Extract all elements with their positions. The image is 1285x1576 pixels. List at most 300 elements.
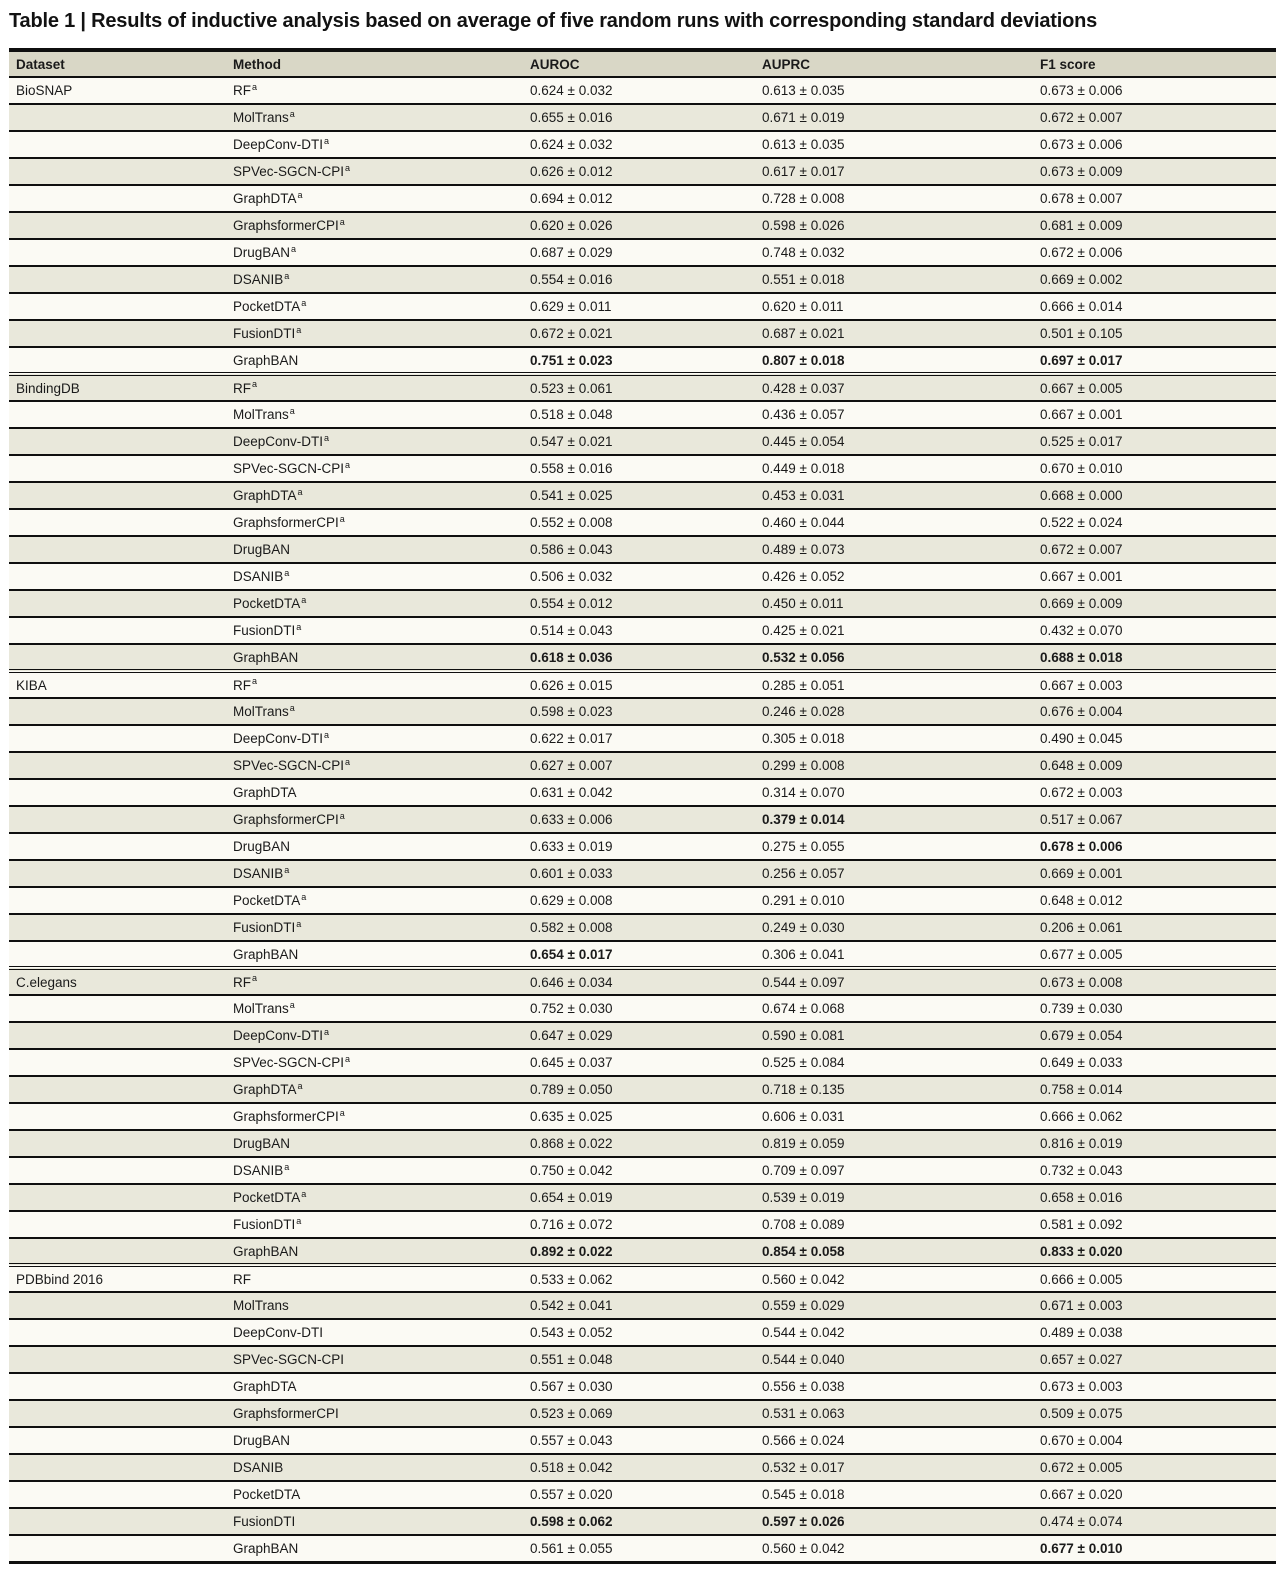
footnote-marker: a — [289, 405, 295, 416]
footnote-marker: a — [296, 621, 302, 632]
auroc-cell: 0.598 ± 0.023 — [514, 698, 749, 725]
auroc-cell: 0.672 ± 0.021 — [514, 320, 749, 347]
f1-cell: 0.669 ± 0.009 — [1029, 590, 1276, 617]
method-cell: GraphDTA$^a$ — [226, 482, 514, 509]
f1-cell: 0.677 ± 0.005 — [1029, 941, 1276, 968]
footnote-marker: a — [339, 216, 345, 227]
method-cell: DeepConv-DTI$^a$ — [226, 725, 514, 752]
dataset-cell — [9, 1400, 226, 1427]
dataset-cell — [9, 1319, 226, 1346]
f1-cell: 0.666 ± 0.014 — [1029, 293, 1276, 320]
method-cell: FusionDTI$^a$ — [226, 617, 514, 644]
method-cell: GraphsformerCPI$^a$ — [226, 806, 514, 833]
auprc-cell: 0.687 ± 0.021 — [749, 320, 1029, 347]
method-cell: DrugBAN — [226, 536, 514, 563]
auprc-cell: 0.449 ± 0.018 — [749, 455, 1029, 482]
method-cell: RF$^a$ — [226, 968, 514, 995]
dataset-cell — [9, 1535, 226, 1562]
auroc-cell: 0.631 ± 0.042 — [514, 779, 749, 806]
f1-cell: 0.672 ± 0.007 — [1029, 536, 1276, 563]
method-cell: GraphDTA — [226, 779, 514, 806]
auprc-cell: 0.551 ± 0.018 — [749, 266, 1029, 293]
auroc-cell: 0.752 ± 0.030 — [514, 995, 749, 1022]
footnote-marker: a — [297, 189, 303, 200]
f1-cell: 0.517 ± 0.067 — [1029, 806, 1276, 833]
auroc-cell: 0.567 ± 0.030 — [514, 1373, 749, 1400]
auprc-cell: 0.275 ± 0.055 — [749, 833, 1029, 860]
table-row — [9, 1319, 1276, 1346]
dataset-cell — [9, 509, 226, 536]
table-row — [9, 1508, 1276, 1535]
f1-cell: 0.658 ± 0.016 — [1029, 1184, 1276, 1211]
footnote-marker: a — [345, 1053, 351, 1064]
table-row — [9, 185, 1276, 212]
auprc-cell: 0.545 ± 0.018 — [749, 1481, 1029, 1508]
auroc-cell: 0.654 ± 0.017 — [514, 941, 749, 968]
method-cell: GraphBAN — [226, 1238, 514, 1265]
method-cell: DSANIB — [226, 1454, 514, 1481]
auroc-cell: 0.557 ± 0.043 — [514, 1427, 749, 1454]
auprc-cell: 0.597 ± 0.026 — [749, 1508, 1029, 1535]
auroc-cell: 0.645 ± 0.037 — [514, 1049, 749, 1076]
dataset-cell — [9, 833, 226, 860]
f1-cell: 0.697 ± 0.017 — [1029, 347, 1276, 374]
method-cell: FusionDTI$^a$ — [226, 1211, 514, 1238]
table-row — [9, 1130, 1276, 1157]
table-row — [9, 671, 1276, 698]
f1-cell: 0.501 ± 0.105 — [1029, 320, 1276, 347]
footnote-marker: a — [324, 729, 330, 740]
method-cell: MolTrans$^a$ — [226, 401, 514, 428]
f1-cell: 0.206 ± 0.061 — [1029, 914, 1276, 941]
table-row — [9, 104, 1276, 131]
method-cell: DeepConv-DTI$^a$ — [226, 131, 514, 158]
method-cell: SPVec-SGCN-CPI$^a$ — [226, 455, 514, 482]
table-row — [9, 1103, 1276, 1130]
auroc-cell: 0.551 ± 0.048 — [514, 1346, 749, 1373]
table-row — [9, 887, 1276, 914]
auroc-cell: 0.716 ± 0.072 — [514, 1211, 749, 1238]
f1-cell: 0.489 ± 0.038 — [1029, 1319, 1276, 1346]
dataset-cell — [9, 239, 226, 266]
f1-cell: 0.678 ± 0.007 — [1029, 185, 1276, 212]
method-cell: RF$^a$ — [226, 374, 514, 401]
table-row — [9, 1184, 1276, 1211]
auprc-cell: 0.445 ± 0.054 — [749, 428, 1029, 455]
dataset-cell — [9, 1022, 226, 1049]
f1-cell: 0.669 ± 0.001 — [1029, 860, 1276, 887]
dataset-cell: BindingDB — [9, 374, 226, 401]
method-cell: GraphBAN — [226, 1535, 514, 1562]
f1-cell: 0.668 ± 0.000 — [1029, 482, 1276, 509]
dataset-cell: PDBbind 2016 — [9, 1265, 226, 1292]
footnote-marker: a — [296, 324, 302, 335]
auroc-cell: 0.892 ± 0.022 — [514, 1238, 749, 1265]
table-row — [9, 536, 1276, 563]
method-cell: DrugBAN — [226, 1130, 514, 1157]
f1-cell: 0.667 ± 0.001 — [1029, 563, 1276, 590]
f1-cell: 0.522 ± 0.024 — [1029, 509, 1276, 536]
f1-cell: 0.732 ± 0.043 — [1029, 1157, 1276, 1184]
auroc-cell: 0.552 ± 0.008 — [514, 509, 749, 536]
f1-cell: 0.758 ± 0.014 — [1029, 1076, 1276, 1103]
auprc-cell: 0.748 ± 0.032 — [749, 239, 1029, 266]
dataset-cell — [9, 995, 226, 1022]
footnote-marker: a — [301, 891, 307, 902]
auroc-cell: 0.624 ± 0.032 — [514, 131, 749, 158]
dataset-cell — [9, 347, 226, 374]
f1-cell: 0.833 ± 0.020 — [1029, 1238, 1276, 1265]
table-row — [9, 77, 1276, 104]
method-cell: DSANIB$^a$ — [226, 1157, 514, 1184]
auroc-cell: 0.654 ± 0.019 — [514, 1184, 749, 1211]
auprc-cell: 0.306 ± 0.041 — [749, 941, 1029, 968]
dataset-cell — [9, 860, 226, 887]
method-cell: GraphsformerCPI$^a$ — [226, 212, 514, 239]
f1-cell: 0.671 ± 0.003 — [1029, 1292, 1276, 1319]
dataset-cell — [9, 1373, 226, 1400]
method-cell: GraphBAN — [226, 644, 514, 671]
f1-cell: 0.490 ± 0.045 — [1029, 725, 1276, 752]
method-cell: DeepConv-DTI — [226, 1319, 514, 1346]
table-row — [9, 563, 1276, 590]
table-row — [9, 347, 1276, 374]
auprc-cell: 0.674 ± 0.068 — [749, 995, 1029, 1022]
f1-cell: 0.673 ± 0.009 — [1029, 158, 1276, 185]
table-row — [9, 644, 1276, 671]
table-row — [9, 833, 1276, 860]
dataset-cell — [9, 617, 226, 644]
auroc-cell: 0.523 ± 0.061 — [514, 374, 749, 401]
auprc-cell: 0.291 ± 0.010 — [749, 887, 1029, 914]
f1-cell: 0.670 ± 0.010 — [1029, 455, 1276, 482]
method-cell: GraphBAN — [226, 347, 514, 374]
dataset-cell — [9, 1157, 226, 1184]
auprc-cell: 0.728 ± 0.008 — [749, 185, 1029, 212]
auprc-cell: 0.606 ± 0.031 — [749, 1103, 1029, 1130]
dataset-cell — [9, 1427, 226, 1454]
auroc-cell: 0.687 ± 0.029 — [514, 239, 749, 266]
f1-cell: 0.673 ± 0.006 — [1029, 77, 1276, 104]
footnote-marker: a — [284, 567, 290, 578]
f1-cell: 0.673 ± 0.006 — [1029, 131, 1276, 158]
auroc-cell: 0.646 ± 0.034 — [514, 968, 749, 995]
dataset-cell — [9, 1481, 226, 1508]
dataset-cell — [9, 1076, 226, 1103]
method-cell: MolTrans$^a$ — [226, 698, 514, 725]
table-header — [9, 50, 1276, 77]
method-cell: DrugBAN$^a$ — [226, 239, 514, 266]
auroc-cell: 0.586 ± 0.043 — [514, 536, 749, 563]
footnote-marker: a — [284, 864, 290, 875]
dataset-cell — [9, 914, 226, 941]
auprc-cell: 0.854 ± 0.058 — [749, 1238, 1029, 1265]
auprc-cell: 0.425 ± 0.021 — [749, 617, 1029, 644]
auprc-cell: 0.426 ± 0.052 — [749, 563, 1029, 590]
auroc-cell: 0.789 ± 0.050 — [514, 1076, 749, 1103]
auprc-cell: 0.709 ± 0.097 — [749, 1157, 1029, 1184]
column-header-dataset: Dataset — [9, 50, 226, 77]
f1-cell: 0.816 ± 0.019 — [1029, 1130, 1276, 1157]
auprc-cell: 0.819 ± 0.059 — [749, 1130, 1029, 1157]
auroc-cell: 0.533 ± 0.062 — [514, 1265, 749, 1292]
method-cell: DSANIB$^a$ — [226, 266, 514, 293]
column-header-f1-score: F1 score — [1029, 50, 1276, 77]
auprc-cell: 0.556 ± 0.038 — [749, 1373, 1029, 1400]
auroc-cell: 0.868 ± 0.022 — [514, 1130, 749, 1157]
f1-cell: 0.681 ± 0.009 — [1029, 212, 1276, 239]
method-cell: GraphsformerCPI — [226, 1400, 514, 1427]
auroc-cell: 0.582 ± 0.008 — [514, 914, 749, 941]
auprc-cell: 0.598 ± 0.026 — [749, 212, 1029, 239]
auroc-cell: 0.601 ± 0.033 — [514, 860, 749, 887]
method-cell: RF — [226, 1265, 514, 1292]
auprc-cell: 0.460 ± 0.044 — [749, 509, 1029, 536]
auprc-cell: 0.613 ± 0.035 — [749, 131, 1029, 158]
footnote-marker: a — [296, 918, 302, 929]
auprc-cell: 0.620 ± 0.011 — [749, 293, 1029, 320]
results-table — [9, 48, 1276, 1564]
table-row — [9, 1346, 1276, 1373]
dataset-cell — [9, 104, 226, 131]
dataset-cell — [9, 1184, 226, 1211]
footnote-marker: a — [252, 81, 258, 92]
auroc-cell: 0.541 ± 0.025 — [514, 482, 749, 509]
footnote-marker: a — [284, 1161, 290, 1172]
table-row — [9, 1238, 1276, 1265]
dataset-cell — [9, 1130, 226, 1157]
footnote-marker: a — [345, 459, 351, 470]
dataset-cell — [9, 401, 226, 428]
auroc-cell: 0.554 ± 0.016 — [514, 266, 749, 293]
auprc-cell: 0.617 ± 0.017 — [749, 158, 1029, 185]
auroc-cell: 0.558 ± 0.016 — [514, 455, 749, 482]
auroc-cell: 0.694 ± 0.012 — [514, 185, 749, 212]
f1-cell: 0.657 ± 0.027 — [1029, 1346, 1276, 1373]
auprc-cell: 0.671 ± 0.019 — [749, 104, 1029, 131]
footnote-marker: a — [284, 270, 290, 281]
table-row — [9, 212, 1276, 239]
f1-cell: 0.676 ± 0.004 — [1029, 698, 1276, 725]
method-cell: DrugBAN — [226, 1427, 514, 1454]
auprc-cell: 0.428 ± 0.037 — [749, 374, 1029, 401]
table-row — [9, 806, 1276, 833]
method-cell: GraphDTA$^a$ — [226, 1076, 514, 1103]
f1-cell: 0.666 ± 0.062 — [1029, 1103, 1276, 1130]
dataset-cell — [9, 1103, 226, 1130]
table-row — [9, 266, 1276, 293]
auroc-cell: 0.633 ± 0.019 — [514, 833, 749, 860]
footnote-marker: a — [297, 1080, 303, 1091]
auprc-cell: 0.590 ± 0.081 — [749, 1022, 1029, 1049]
dataset-cell: BioSNAP — [9, 77, 226, 104]
method-cell: DSANIB$^a$ — [226, 860, 514, 887]
method-cell: GraphsformerCPI$^a$ — [226, 1103, 514, 1130]
auprc-cell: 0.544 ± 0.097 — [749, 968, 1029, 995]
auprc-cell: 0.450 ± 0.011 — [749, 590, 1029, 617]
table-row — [9, 698, 1276, 725]
dataset-cell — [9, 482, 226, 509]
table-row — [9, 239, 1276, 266]
auprc-cell: 0.807 ± 0.018 — [749, 347, 1029, 374]
auroc-cell: 0.633 ± 0.006 — [514, 806, 749, 833]
table-row — [9, 1481, 1276, 1508]
footnote-marker: a — [345, 756, 351, 767]
table-row — [9, 752, 1276, 779]
auprc-cell: 0.718 ± 0.135 — [749, 1076, 1029, 1103]
table-row — [9, 428, 1276, 455]
table-row — [9, 779, 1276, 806]
method-cell: FusionDTI$^a$ — [226, 914, 514, 941]
method-cell: PocketDTA — [226, 1481, 514, 1508]
auprc-cell: 0.256 ± 0.057 — [749, 860, 1029, 887]
dataset-cell — [9, 455, 226, 482]
auroc-cell: 0.547 ± 0.021 — [514, 428, 749, 455]
dataset-cell — [9, 941, 226, 968]
f1-cell: 0.672 ± 0.005 — [1029, 1454, 1276, 1481]
auroc-cell: 0.629 ± 0.011 — [514, 293, 749, 320]
dataset-cell — [9, 752, 226, 779]
table-row — [9, 293, 1276, 320]
dataset-cell — [9, 536, 226, 563]
auprc-cell: 0.305 ± 0.018 — [749, 725, 1029, 752]
f1-cell: 0.667 ± 0.003 — [1029, 671, 1276, 698]
method-cell: GraphDTA — [226, 1373, 514, 1400]
footnote-marker: a — [289, 999, 295, 1010]
method-cell: MolTrans$^a$ — [226, 995, 514, 1022]
auroc-cell: 0.629 ± 0.008 — [514, 887, 749, 914]
auprc-cell: 0.566 ± 0.024 — [749, 1427, 1029, 1454]
f1-cell: 0.673 ± 0.003 — [1029, 1373, 1276, 1400]
dataset-cell — [9, 1211, 226, 1238]
table-row — [9, 1049, 1276, 1076]
auprc-cell: 0.379 ± 0.014 — [749, 806, 1029, 833]
table-row — [9, 374, 1276, 401]
table-row — [9, 1211, 1276, 1238]
footnote-marker: a — [324, 432, 330, 443]
dataset-cell: C.elegans — [9, 968, 226, 995]
auprc-cell: 0.314 ± 0.070 — [749, 779, 1029, 806]
table-row — [9, 941, 1276, 968]
table-row — [9, 1265, 1276, 1292]
method-cell: RF$^a$ — [226, 77, 514, 104]
f1-cell: 0.666 ± 0.005 — [1029, 1265, 1276, 1292]
auroc-cell: 0.626 ± 0.012 — [514, 158, 749, 185]
dataset-cell — [9, 1238, 226, 1265]
method-cell: GraphBAN — [226, 941, 514, 968]
dataset-cell — [9, 428, 226, 455]
method-cell: RF$^a$ — [226, 671, 514, 698]
f1-cell: 0.667 ± 0.001 — [1029, 401, 1276, 428]
table-row — [9, 1022, 1276, 1049]
table-row — [9, 509, 1276, 536]
method-cell: DrugBAN — [226, 833, 514, 860]
table-row — [9, 131, 1276, 158]
table-row — [9, 995, 1276, 1022]
footnote-marker: a — [301, 594, 307, 605]
footnote-marker: a — [345, 162, 351, 173]
table-row — [9, 1427, 1276, 1454]
auprc-cell: 0.708 ± 0.089 — [749, 1211, 1029, 1238]
dataset-cell — [9, 563, 226, 590]
method-cell: SPVec-SGCN-CPI — [226, 1346, 514, 1373]
method-cell: FusionDTI — [226, 1508, 514, 1535]
auroc-cell: 0.598 ± 0.062 — [514, 1508, 749, 1535]
auprc-cell: 0.560 ± 0.042 — [749, 1535, 1029, 1562]
method-cell: MolTrans — [226, 1292, 514, 1319]
auroc-cell: 0.647 ± 0.029 — [514, 1022, 749, 1049]
table-row — [9, 401, 1276, 428]
method-cell: SPVec-SGCN-CPI$^a$ — [226, 1049, 514, 1076]
auroc-cell: 0.518 ± 0.042 — [514, 1454, 749, 1481]
dataset-cell — [9, 1454, 226, 1481]
auprc-cell: 0.559 ± 0.029 — [749, 1292, 1029, 1319]
dataset-cell — [9, 131, 226, 158]
method-cell: PocketDTA$^a$ — [226, 590, 514, 617]
f1-cell: 0.688 ± 0.018 — [1029, 644, 1276, 671]
method-cell: DeepConv-DTI$^a$ — [226, 428, 514, 455]
dataset-cell — [9, 644, 226, 671]
dataset-cell — [9, 266, 226, 293]
table-row — [9, 320, 1276, 347]
table-row — [9, 860, 1276, 887]
f1-cell: 0.679 ± 0.054 — [1029, 1022, 1276, 1049]
footnote-marker: a — [289, 108, 295, 119]
footnote-marker: a — [301, 1188, 307, 1199]
auprc-cell: 0.299 ± 0.008 — [749, 752, 1029, 779]
dataset-cell — [9, 590, 226, 617]
auprc-cell: 0.525 ± 0.084 — [749, 1049, 1029, 1076]
f1-cell: 0.474 ± 0.074 — [1029, 1508, 1276, 1535]
f1-cell: 0.672 ± 0.007 — [1029, 104, 1276, 131]
footnote-marker: a — [289, 702, 295, 713]
auprc-cell: 0.489 ± 0.073 — [749, 536, 1029, 563]
footnote-marker: a — [297, 486, 303, 497]
footnote-marker: a — [252, 676, 258, 686]
method-cell: FusionDTI$^a$ — [226, 320, 514, 347]
dataset-cell — [9, 887, 226, 914]
auprc-cell: 0.539 ± 0.019 — [749, 1184, 1029, 1211]
method-cell: PocketDTA$^a$ — [226, 887, 514, 914]
dataset-cell — [9, 806, 226, 833]
table-row — [9, 1400, 1276, 1427]
method-cell: MolTrans$^a$ — [226, 104, 514, 131]
dataset-cell — [9, 185, 226, 212]
auroc-cell: 0.655 ± 0.016 — [514, 104, 749, 131]
auprc-cell: 0.532 ± 0.056 — [749, 644, 1029, 671]
dataset-cell — [9, 320, 226, 347]
method-cell: SPVec-SGCN-CPI$^a$ — [226, 752, 514, 779]
method-cell: SPVec-SGCN-CPI$^a$ — [226, 158, 514, 185]
dataset-cell: KIBA — [9, 671, 226, 698]
auprc-cell: 0.544 ± 0.042 — [749, 1319, 1029, 1346]
auroc-cell: 0.506 ± 0.032 — [514, 563, 749, 590]
f1-cell: 0.648 ± 0.009 — [1029, 752, 1276, 779]
dataset-cell — [9, 1346, 226, 1373]
auroc-cell: 0.626 ± 0.015 — [514, 671, 749, 698]
auroc-cell: 0.750 ± 0.042 — [514, 1157, 749, 1184]
table-row — [9, 1292, 1276, 1319]
column-header-method: Method — [226, 50, 514, 77]
auprc-cell: 0.613 ± 0.035 — [749, 77, 1029, 104]
auprc-cell: 0.532 ± 0.017 — [749, 1454, 1029, 1481]
table-row — [9, 617, 1276, 644]
f1-cell: 0.667 ± 0.020 — [1029, 1481, 1276, 1508]
auroc-cell: 0.622 ± 0.017 — [514, 725, 749, 752]
table-row — [9, 1373, 1276, 1400]
auroc-cell: 0.543 ± 0.052 — [514, 1319, 749, 1346]
f1-cell: 0.672 ± 0.003 — [1029, 779, 1276, 806]
